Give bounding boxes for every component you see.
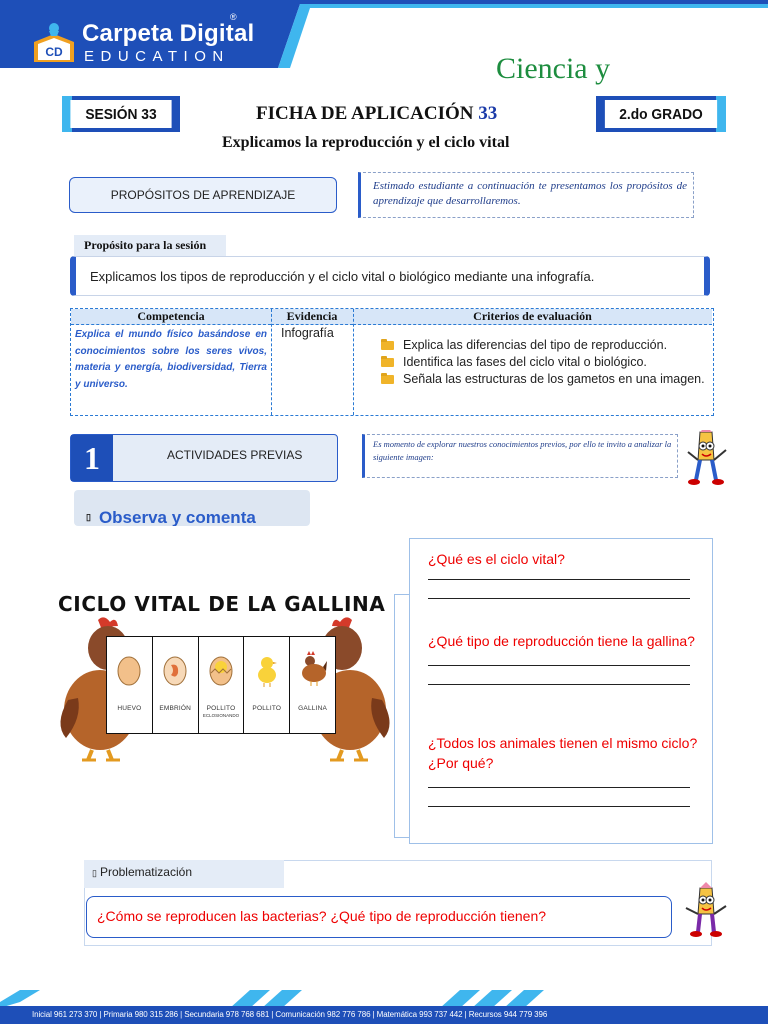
purposes-box: PROPÓSITOS DE APRENDIZAJE <box>69 177 337 213</box>
criteria-item <box>381 371 707 388</box>
life-cycle-strip <box>106 636 336 734</box>
stage-hen <box>290 637 335 733</box>
subject-title: Ciencia y <box>496 52 611 85</box>
criteria-header: Criterios de evaluación <box>353 309 712 325</box>
evidence-text: Infografía <box>281 326 334 340</box>
column-divider <box>353 309 354 415</box>
session-purpose-label: Propósito para la sesión <box>74 235 226 257</box>
question-text: ¿Qué es el ciclo vital? <box>428 551 565 567</box>
answer-line[interactable] <box>428 579 690 580</box>
question-item <box>428 631 708 685</box>
sheet-title-text: FICHA DE APLICACIÓN <box>256 103 474 124</box>
logo-mark-icon <box>30 22 78 66</box>
question-panel-tab <box>394 594 410 838</box>
grade-tag <box>596 96 726 132</box>
footer-contacts: Inicial 961 273 370 | Primaria 980 315 286 | Secundaria 978 768 681 | Comunicación 982 776 786 | Matemática 993 737 442 | Recursos 944 779 396 <box>32 1010 548 1019</box>
pencil-mascot-icon <box>680 882 732 940</box>
observe-label-row <box>86 508 256 526</box>
criteria-text: Señala las estructuras de los gametos en una imagen. <box>403 372 705 386</box>
brand-subtitle: EDUCATION <box>84 48 230 65</box>
question-text: ¿Qué tipo de reproducción tiene la gallina? <box>428 633 695 649</box>
brand-name: Carpeta Digital <box>82 20 255 47</box>
criteria-item <box>381 354 707 371</box>
column-divider <box>271 309 272 415</box>
stage-label: GALLINA <box>298 705 328 712</box>
stage-label: POLLITO <box>206 705 236 712</box>
answer-line[interactable] <box>428 665 690 666</box>
stage-label: HUEVO <box>117 705 142 712</box>
question-text: ¿Todos los animales tienen el mismo ciclo? ¿Por qué? <box>428 735 698 771</box>
observe-box <box>74 490 310 526</box>
criteria-text: Identifica las fases del ciclo vital o biológico. <box>403 355 647 369</box>
sheet-number: 33 <box>478 103 498 124</box>
stage-hatching <box>199 637 245 733</box>
observe-marker: ▯ <box>86 512 91 522</box>
answer-line[interactable] <box>428 806 690 807</box>
competence-header: Competencia <box>71 309 271 325</box>
hatching-chick-icon <box>207 651 235 687</box>
activity-number: 1 <box>71 435 113 481</box>
stage-chick <box>244 637 290 733</box>
stage-label: POLLITO <box>252 705 282 712</box>
competence-text: Explica el mundo físico basándose en conocimientos sobre los seres vivos, materia y energía, biodiversidad, Tierra y universo. <box>75 329 267 390</box>
pencil-mascot-icon <box>680 430 732 488</box>
question-item <box>428 733 708 807</box>
purposes-note: Estimado estudiante a continuación te presentamos los propósitos de aprendizaje que desarrollaremos. <box>358 172 694 218</box>
hen-small-icon <box>299 651 327 687</box>
sheet-subtitle: Explicamos la reproducción y el ciclo vital <box>222 134 510 151</box>
answer-line[interactable] <box>428 684 690 685</box>
stage-label: EMBRIÓN <box>159 705 192 712</box>
session-label: SESIÓN 33 <box>70 100 171 128</box>
criteria-list <box>381 337 707 388</box>
problem-label: Problematización <box>99 865 192 879</box>
criteria-item <box>381 337 707 354</box>
embryo-icon <box>161 651 189 687</box>
session-tag <box>62 96 180 132</box>
stage-egg <box>107 637 153 733</box>
egg-icon <box>115 651 143 687</box>
answer-line[interactable] <box>428 598 690 599</box>
folder-icon <box>381 375 394 384</box>
answer-line[interactable] <box>428 787 690 788</box>
brand-registered-mark: ® <box>230 12 237 22</box>
stage-sublabel: ECLOSIONANDO <box>202 713 240 718</box>
chick-icon <box>253 651 281 687</box>
observe-label: Observa y comenta <box>98 508 256 526</box>
logo-initials: CD <box>45 45 63 59</box>
competence-table <box>70 308 714 416</box>
sheet-title <box>256 103 497 125</box>
evidence-header: Evidencia <box>271 309 353 325</box>
folder-icon <box>381 341 394 350</box>
problem-marker: ▯ <box>92 868 97 878</box>
infographic-title: CICLO VITAL DE LA GALLINA <box>58 592 386 616</box>
criteria-text: Explica las diferencias del tipo de reproducción. <box>403 338 668 352</box>
session-purpose-text: Explicamos los tipos de reproducción y el ciclo vital o biológico mediante una infografía. <box>70 256 710 296</box>
stage-embryo <box>153 637 199 733</box>
activity-label: ACTIVIDADES PREVIAS <box>167 448 303 462</box>
brand-logo <box>22 8 255 66</box>
problem-label-row <box>84 860 284 888</box>
activity-note: Es momento de explorar nuestros conocimientos previos, por ello te invito a analizar la siguiente imagen: <box>362 434 678 478</box>
folder-icon <box>381 358 394 367</box>
grade-label: 2.do GRADO <box>605 100 717 128</box>
problem-question: ¿Cómo se reproducen las bacterias? ¿Qué tipo de reproducción tienen? <box>86 896 672 938</box>
activities-box <box>70 434 338 482</box>
question-item <box>428 549 708 599</box>
question-panel <box>409 538 713 844</box>
